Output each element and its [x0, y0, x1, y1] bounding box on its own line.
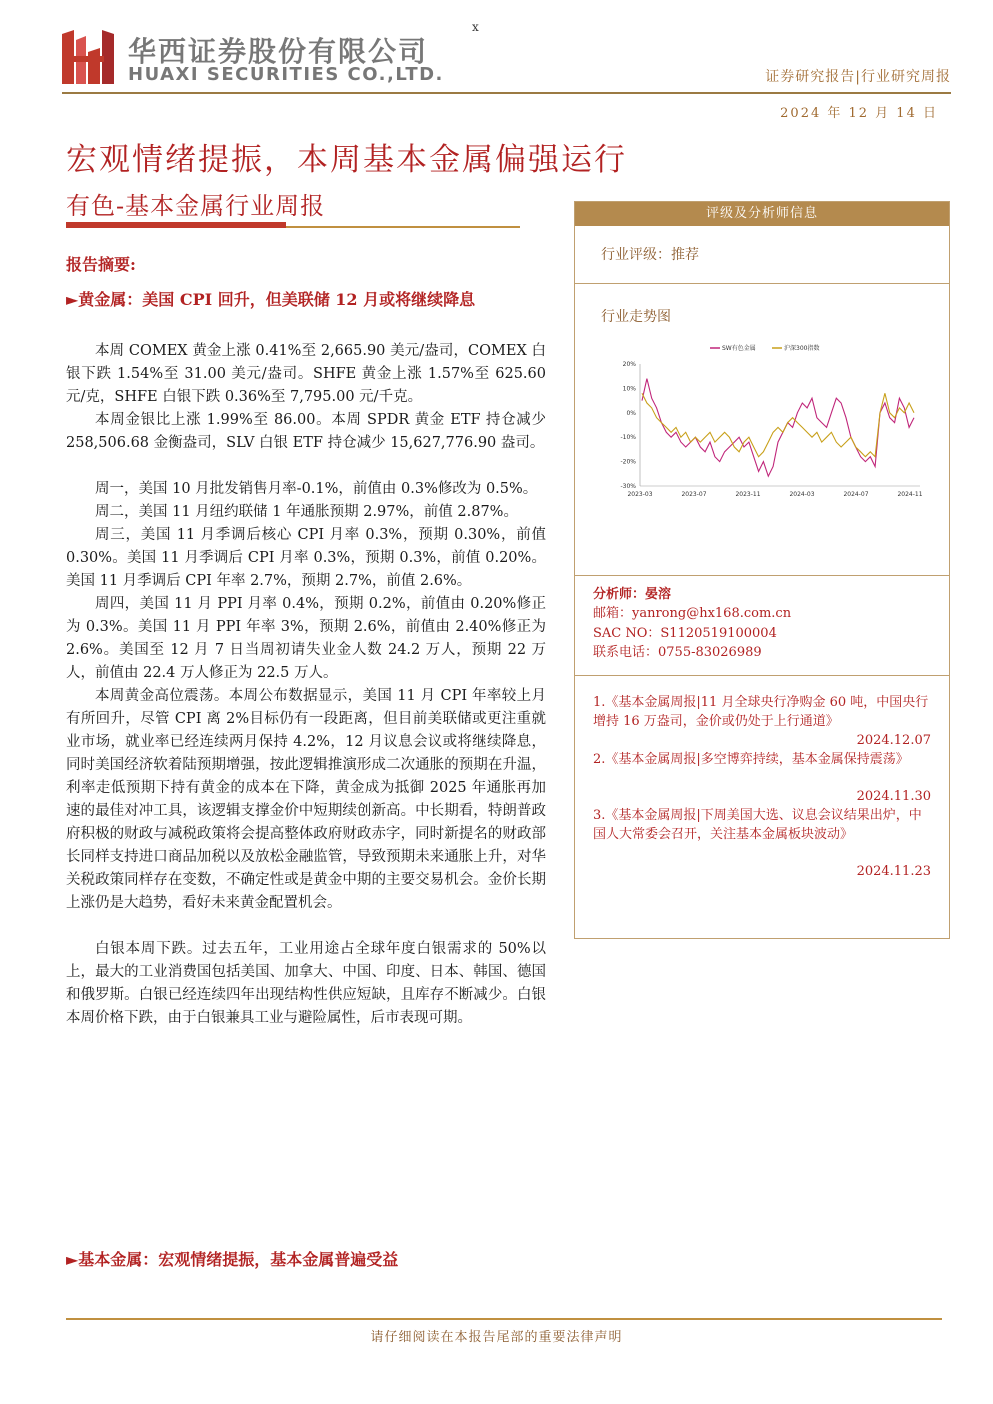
paragraph-wednesday: 周三，美国 11 月季调后核心 CPI 月率 0.3%，预期 0.30%，前值 0.30%。美国 11 月季调后 CPI 月率 0.3%，预期 0.3%，前值 0.20%。美国 11 月季调后 CPI 年率 2.7%，预期 2.7%，前值 2.6%。	[66, 527, 546, 589]
y-tick-label: -10%	[620, 434, 636, 442]
title-underline-thin	[286, 226, 520, 228]
x-mark: x	[472, 20, 479, 34]
sidebar-divider	[575, 283, 949, 284]
huaxi-logo-icon	[62, 30, 114, 84]
related-report-date: 2024.12.07	[856, 733, 931, 748]
legend-label: 沪深300指数	[784, 345, 820, 352]
industry-rating: 行业评级：推荐	[601, 247, 699, 263]
trend-chart-label: 行业走势图	[601, 309, 671, 325]
footer-divider	[66, 1318, 942, 1320]
summary-label: 报告摘要:	[66, 255, 136, 274]
series-line	[642, 393, 914, 456]
x-tick-label: 2023-11	[735, 491, 761, 498]
paragraph-monday: 周一，美国 10 月批发销售月率-0.1%，前值由 0.3%修改为 0.5%。	[95, 481, 538, 497]
analyst-phone: 联系电话：0755-83026989	[593, 645, 762, 660]
y-tick-label: 0%	[626, 409, 636, 417]
paragraph-thursday: 周四，美国 11 月 PPI 月率 0.4%，预期 0.2%，前值由 0.20%修正为 0.3%。美国 11 月 PPI 年率 3%，预期 2.6%，前值由 2.40%修正为 2.6%。美国至 12 月 7 日当周初请失业金人数 24.2 万人，预期 22 万人，前值由 22.4 万人修正为 22.5 万人。	[66, 596, 546, 681]
y-tick-label: 20%	[622, 361, 636, 368]
x-tick-label: 2024-03	[789, 491, 815, 498]
footer-disclaimer: 请仔细阅读在本报告尾部的重要法律声明	[370, 1330, 623, 1345]
x-tick-label: 2023-07	[681, 491, 707, 498]
sidebar-header: 评级及分析师信息	[575, 202, 949, 226]
paragraph-silver: 白银本周下跌。过去五年，工业用途占全球年度白银需求的 50%以上，最大的工业消费国包括美国、加拿大、中国、印度、日本、韩国、德国和俄罗斯。白银已经连续四年出现结构性供应短缺，且库存不断减少。白银本周价格下跌，由于白银兼具工业与避险属性，后市表现可期。	[66, 941, 546, 1026]
company-name-en: HUAXI SECURITIES CO.,LTD.	[128, 64, 444, 85]
x-tick-label: 2024-11	[897, 491, 923, 498]
related-report-title[interactable]: 1.《基本金属周报|11 月全球央行净购金 60 吨，中国央行增持 16 万盎司，金价或仍处于上行通道》	[593, 695, 929, 729]
related-report-date: 2024.11.23	[856, 864, 931, 879]
x-tick-label: 2023-03	[627, 491, 653, 498]
page-subtitle: 有色-基本金属行业周报	[66, 192, 326, 220]
related-report-title[interactable]: 2.《基本金属周报|多空博弈持续，基本金属保持震荡》	[593, 752, 909, 767]
related-report-title[interactable]: 3.《基本金属周报|下周美国大选、议息会议结果出炉，中国人大常委会召开，关注基本金属板块波动》	[593, 808, 922, 842]
header-divider	[62, 92, 951, 94]
section-heading-base-metals: ►基本金属：宏观情绪提振，基本金属普遍受益	[66, 1250, 399, 1269]
paragraph-etf: 本周金银比上涨 1.99%至 86.00。本周 SPDR 黄金 ETF 持仓减少 258,506.68 金衡盎司，SLV 白银 ETF 持仓减少 15,627,776.90 盎司。	[66, 412, 546, 451]
related-report-date: 2024.11.30	[856, 789, 931, 804]
y-tick-label: -30%	[620, 483, 636, 490]
analyst-sac: SAC NO：S1120519100004	[593, 626, 777, 641]
paragraph-tuesday: 周二，美国 11 月纽约联储 1 年通胀预期 2.97%，前值 2.87%。	[95, 504, 518, 520]
sidebar-divider-analyst	[575, 575, 949, 576]
paragraph-prices: 本周 COMEX 黄金上涨 0.41%至 2,665.90 美元/盎司，COMEX 白银下跌 1.54%至 31.00 美元/盎司。SHFE 黄金上涨 1.57%至 625.60 元/克，SHFE 白银下跌 0.36%至 7,795.00 元/千克。	[66, 343, 546, 405]
report-date: 2024 年 12 月 14 日	[780, 106, 938, 121]
analyst-name: 分析师：晏溶	[593, 587, 672, 602]
page-title: 宏观情绪提振，本周基本金属偏强运行	[66, 142, 627, 178]
summary-body	[66, 340, 546, 1030]
company-name-cn: 华西证券股份有限公司	[128, 35, 429, 68]
paragraph-gold-analysis: 本周黄金高位震荡。本周公布数据显示，美国 11 月 CPI 年率较上月有所回升，尽管 CPI 离 2%目标仍有一段距离，但目前美联储或更注重就业市场，就业率已经连续两月保持 4.2%，12 月议息会议或将继续降息，同时美国经济软着陆预期增强，按此逻辑推演形成二次通胀的预期在升温，利率走低预期下持有黄金的成本在下降，黄金成为抵御 2025 年通胀再加速的最佳对冲工具，该逻辑支撑金价中短期续创新高。中长期看，特朗普政府积极的财政与减税政策将会提高整体政府财政赤字，同时新提名的财政部长同样支持进口商品加税以及放松金融监管，导致预期未来通胀上升，对华关税政策同样存在变数，不确定性或是黄金中期的主要交易机会。金价长期上涨仍是大趋势，看好未来黄金配置机会。	[66, 688, 546, 911]
sidebar-divider-related	[575, 675, 949, 676]
section-heading-gold: ►黄金属：美国 CPI 回升，但美联储 12 月或将继续降息	[66, 290, 476, 309]
industry-trend-chart	[600, 336, 930, 506]
x-tick-label: 2024-07	[843, 491, 869, 498]
y-tick-label: 10%	[622, 385, 636, 393]
analyst-email: 邮箱：yanrong@hx168.com.cn	[593, 606, 792, 621]
title-underline-accent	[66, 222, 286, 228]
y-tick-label: -20%	[620, 458, 636, 466]
report-type: 证券研究报告|行业研究周报	[765, 69, 951, 85]
legend-label: SW有色金属	[722, 345, 756, 352]
